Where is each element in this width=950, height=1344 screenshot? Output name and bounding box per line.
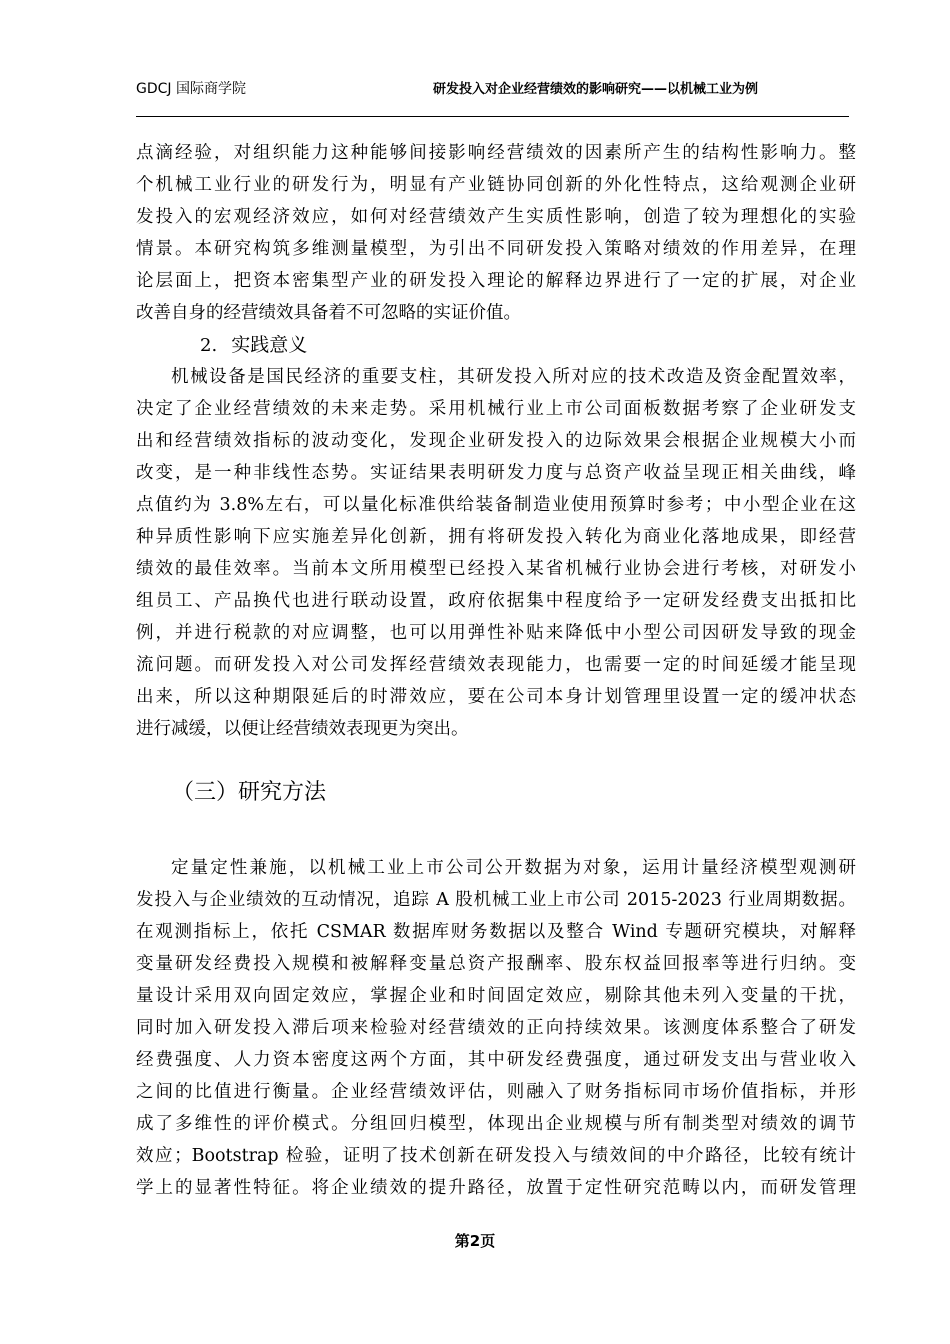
text-line: 同时加入研发投入滞后项来检验对经营绩效的正向持续效果。该测度体系整合了研发 — [136, 1018, 856, 1038]
text-line: 个机械工业行业的研发行为，明显有产业链协同创新的外化性特点，这给观测企业研 — [136, 175, 856, 195]
page-number: 第2页 — [454, 1232, 496, 1250]
paragraph-2 — [136, 361, 856, 745]
text-line: 在观测指标上，依托 CSMAR 数据库财务数据以及整合 Wind 专题研究模块，对解释 — [136, 922, 856, 942]
paragraph-3 — [136, 852, 856, 1204]
text-line: 例，并进行税款的对应调整，也可以用弹性补贴来降低中小型公司因研发导致的现金 — [136, 623, 856, 643]
text-line: 学上的显著性特征。将企业绩效的提升路径，放置于定性研究范畴以内，而研发管理 — [136, 1178, 856, 1198]
header-paper-title: 研发投入对企业经营绩效的影响研究——以机械工业为例 — [432, 82, 758, 97]
text-line: 机械设备是国民经济的重要支柱，其研发投入所对应的技术改造及资金配置效率， — [171, 367, 856, 387]
text-line: 改善自身的经营绩效具备着不可忽略的实证价值。 — [136, 303, 521, 323]
text-line: 组员工、产品换代也进行联动设置，政府依据集中程度给予一定研发经费支出抵扣比 — [136, 591, 856, 611]
subheading-text: 实践意义 — [231, 334, 308, 356]
text-line: 效应；Bootstrap 检验，证明了技术创新在研发投入与绩效间的中介路径，比较有统计 — [136, 1146, 856, 1166]
text-line: 成了多维性的评价模式。分组回归模型，体现出企业规模与所有制类型对绩效的调节 — [136, 1114, 856, 1134]
header-divider — [136, 116, 849, 117]
text-line: 变量研发经费投入规模和被解释变量总资产报酬率、股东权益回报率等进行归纳。变 — [136, 954, 856, 974]
subheading-number: 2. — [200, 335, 218, 356]
text-line: 改变，是一种非线性态势。实证结果表明研发力度与总资产收益呈现正相关曲线，峰 — [136, 463, 856, 483]
text-line: 点值约为 3.8%左右，可以量化标准供给装备制造业使用预算时参考；中小型企业在这 — [136, 495, 856, 515]
text-line: 种异质性影响下应实施差异化创新，拥有将研发投入转化为商业化落地成果，即经营 — [136, 527, 856, 547]
section-heading-research-methods: （三）研究方法 — [172, 780, 327, 805]
text-line: 流问题。而研发投入对公司发挥经营绩效表现能力，也需要一定的时间延缓才能呈现 — [136, 655, 856, 675]
text-line: 定量定性兼施，以机械工业上市公司公开数据为对象，运用计量经济模型观测研 — [171, 858, 856, 878]
text-line: 进行减缓，以便让经营绩效表现更为突出。 — [136, 719, 469, 739]
text-line: 量设计采用双向固定效应，掌握企业和时间固定效应，剔除其他未列入变量的干扰， — [136, 986, 856, 1006]
text-line: 情景。本研究构筑多维测量模型，为引出不同研发投入策略对绩效的作用差异，在理 — [136, 239, 856, 259]
text-line: 发投入的宏观经济效应，如何对经营绩效产生实质性影响，创造了较为理想化的实验 — [136, 207, 856, 227]
text-line: 论层面上，把资本密集型产业的研发投入理论的解释边界进行了一定的扩展，对企业 — [136, 271, 856, 291]
text-line: 之间的比值进行衡量。企业经营绩效评估，则融入了财务指标同市场价值指标，并形 — [136, 1082, 856, 1102]
text-line: 绩效的最佳效率。当前本文所用模型已经投入某省机械行业协会进行考核，对研发小 — [136, 559, 856, 579]
header-institution: GDCJ 国际商学院 — [136, 81, 246, 97]
paragraph-1 — [136, 137, 856, 329]
subheading-practical-significance — [200, 330, 307, 357]
text-line: 出来，所以这种期限延后的时滞效应，要在公司本身计划管理里设置一定的缓冲状态 — [136, 687, 856, 707]
text-line: 出和经营绩效指标的波动变化，发现企业研发投入的边际效果会根据企业规模大小而 — [136, 431, 856, 451]
text-line: 点滴经验，对组织能力这种能够间接影响经营绩效的因素所产生的结构性影响力。整 — [136, 143, 856, 163]
text-line: 发投入与企业绩效的互动情况，追踪 A 股机械工业上市公司 2015-2023 行业周期数据。 — [136, 890, 856, 910]
text-line: 经费强度、人力资本密度这两个方面，其中研发经费强度，通过研发支出与营业收入 — [136, 1050, 856, 1070]
text-line: 决定了企业经营绩效的未来走势。采用机械行业上市公司面板数据考察了企业研发支 — [136, 399, 856, 419]
